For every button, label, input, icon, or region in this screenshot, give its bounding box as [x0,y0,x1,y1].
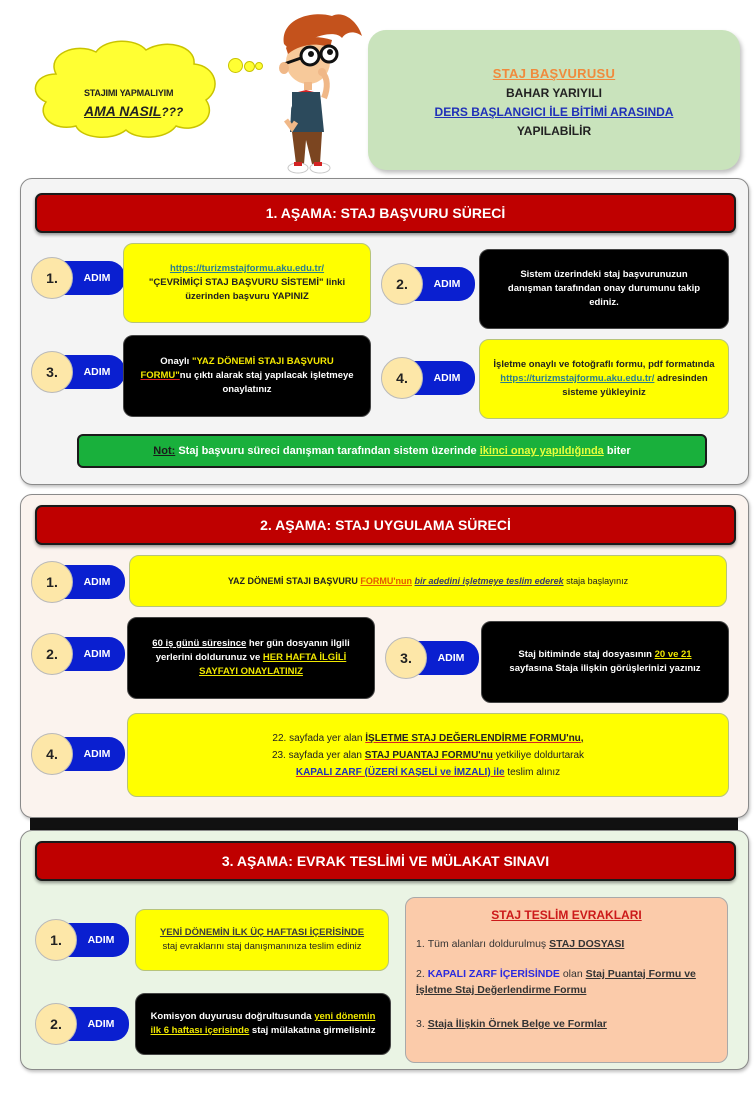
step-badge [35,1003,131,1047]
note-end: biter [603,445,631,457]
step-number: 2. [381,263,423,305]
step-text: Sistem üzerindeki staj başvurunuzun danışman tarafından onay durumunu takip ediniz. [507,269,701,308]
stage-2-step-4-box [127,713,729,797]
step-label: ADIM [83,366,111,378]
application-period-info [368,30,740,170]
step-label: ADIM [433,278,461,290]
step-label: ADIM [433,372,461,384]
info-period: DERS BAŞLANGICI İLE BİTİMİ ARASINDA [434,105,674,119]
step-label: ADIM [83,748,111,760]
step-label: ADIM [83,272,111,284]
step-number: 4. [381,357,423,399]
stage-3-section [20,830,749,1070]
info-semester: BAHAR YARIYILI [505,86,603,100]
step-text: KAPALI ZARF (ÜZERİ KAŞELİ ve İMZALI) ile teslim alınız [295,766,561,778]
step-badge [31,561,127,605]
stage-2-step-3-box [481,621,729,703]
step-label: ADIM [83,576,111,588]
stage-3-banner: 3. AŞAMA: EVRAK TESLİMİ VE MÜLAKAT SINAVI [35,841,736,881]
step-text: YENİ DÖNEMİN İLK ÜÇ HAFTASI İÇERİSİNDE [159,927,365,938]
stage-2-section [20,494,749,818]
application-system-link[interactable]: https://turizmstajformu.aku.edu.tr/ [169,263,325,274]
step-badge [31,257,127,301]
step-number: 1. [31,257,73,299]
step-badge [385,637,481,681]
thought-question-marks: ??? [161,105,184,119]
stage-1-step-3-box [123,335,371,417]
step-label: ADIM [87,1018,115,1030]
step-label: ADIM [87,934,115,946]
thought-ama-nasil: AMA NASIL [84,103,162,119]
stage-1-step-4-box [479,339,729,419]
step-number: 3. [385,637,427,679]
stage-1-banner: 1. AŞAMA: STAJ BAŞVURU SÜRECİ [35,193,736,233]
step-number: 1. [31,561,73,603]
step-number: 2. [31,633,73,675]
stage-2-banner: 2. AŞAMA: STAJ UYGULAMA SÜRECİ [35,505,736,545]
step-badge [381,263,477,307]
upload-system-link[interactable]: https://turizmstajformu.aku.edu.tr/ [500,373,655,384]
thought-dot-icon [228,58,243,73]
step-text: Onaylı "YAZ DÖNEMİ STAJI BAŞVURU FORMU"nu çıktı alarak staj yapılacak işletmeye onaylatınız [140,356,354,395]
step-text: staj evraklarını staj danışmanınıza teslim ediniz [162,941,362,952]
stage-1-section [20,178,749,485]
step-badge [31,351,127,395]
info-title: STAJ BAŞVURUSU [492,66,616,81]
note-text: Staj başvuru süreci danışman tarafından sistem üzerinde [175,445,480,457]
thought-line-2 [84,103,234,119]
stage-3-step-2-box [135,993,391,1055]
stage-1-note [77,434,707,468]
info-can-be-done: YAPILABİLİR [516,124,592,138]
document-item: 2. KAPALI ZARF İÇERİSİNDE olan Staj Puantaj Formu ve İşletme Staj Değerlendirme Formu [416,968,696,996]
stage-3-step-1-box [135,909,389,971]
document-item: 1. Tüm alanları doldurulmuş STAJ DOSYASI [416,938,625,950]
step-number: 3. [31,351,73,393]
step-text: "ÇEVRİMİÇİ STAJ BAŞVURU SİSTEMİ" linki [148,277,346,288]
thought-text [84,88,234,119]
step-text: YAZ DÖNEMİ STAJI BAŞVURU FORMU'nun bir adedini işletmeye teslim ederek staja başlayınız [227,576,629,586]
documents-title: STAJ TESLİM EVRAKLARI [491,908,642,922]
step-text: 23. sayfada yer alan STAJ PUANTAJ FORMU'nu yetkiliye doldurtarak [271,749,585,761]
step-text: İşletme onaylı ve fotoğraflı formu, pdf formatında https://turizmstajformu.aku.edu.tr/ adresinden sisteme yükleyiniz [493,359,715,398]
thought-dot-icon [244,61,255,72]
section-divider [30,818,738,830]
step-text: Staj bitiminde staj dosyasının 20 ve 21 sayfasına Staja ilişkin görüşlerinizi yazınız [509,649,701,674]
required-documents-box [405,897,728,1063]
step-badge [31,733,127,777]
thought-bubble [26,34,226,142]
step-text: 22. sayfada yer alan İŞLETME STAJ DEĞERLENDİRME FORMU'nu, [272,732,584,744]
step-text: 60 iş günü süresince her gün dosyanın ilgili yerlerini doldurunuz ve HER HAFTA İLGİLİ SAYFAYI ONAYLATINIZ [152,638,350,677]
note-highlight: ikinci onay yapıldığında [479,445,604,457]
stage-2-step-1-box [129,555,727,607]
stage-1-step-1-box [123,243,371,323]
step-number: 2. [35,1003,77,1045]
step-text: Komisyon duyurusu doğrultusunda yeni dönemin ilk 6 haftası içerisinde staj mülakatına girmelisiniz [150,1011,376,1036]
step-badge [31,633,127,677]
stage-1-step-2-box [479,249,729,329]
step-text: üzerinden başvuru YAPINIZ [185,291,309,302]
thinking-boy-icon [262,8,368,178]
document-item: 3. Staja İlişkin Örnek Belge ve Formlar [416,1018,607,1030]
step-label: ADIM [83,648,111,660]
step-number: 1. [35,919,77,961]
thought-line-1: STAJIMI YAPMALIYIM [84,88,174,98]
stage-2-step-2-box [127,617,375,699]
step-badge [35,919,131,963]
step-badge [381,357,477,401]
note-label: Not: [153,445,176,457]
step-label: ADIM [437,652,465,664]
step-number: 4. [31,733,73,775]
